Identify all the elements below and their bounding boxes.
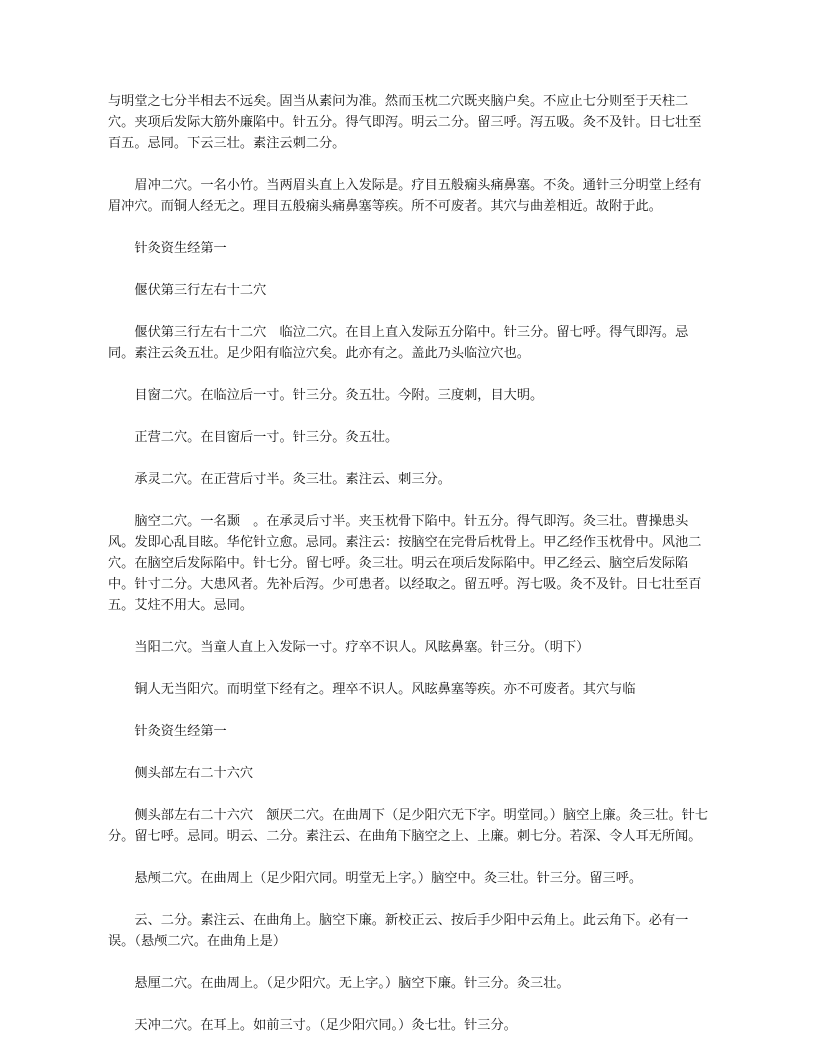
- paragraph: 偃伏第三行左右十二穴 临泣二穴。在目上直入发际五分陷中。针三分。留七呼。得气即泻。忌同。素注云灸五壮。足少阳有临泣穴矣。此亦有之。盖此乃头临泣穴也。: [108, 325, 689, 361]
- document-body: [108, 91, 712, 1057]
- section-heading: 侧头部左右二十六穴: [134, 766, 254, 781]
- paragraph: 铜人无当阳穴。而明堂下经有之。理卒不识人。风眩鼻塞等疾。亦不可废者。其穴与临: [134, 682, 636, 697]
- section-heading: 针灸资生经第一: [134, 724, 227, 739]
- paragraph: 目窗二穴。在临泣后一寸。针三分。灸五壮。今附。三度刺，目大明。: [134, 388, 544, 403]
- section-heading: 针灸资生经第一: [134, 241, 227, 256]
- paragraph: 悬颅二穴。在曲周上（足少阳穴同。明堂无上字。）脑空中。灸三壮。针三分。留三呼。: [134, 871, 643, 886]
- paragraph: 承灵二穴。在正营后寸半。灸三壮。素注云、刺三分。: [134, 472, 451, 487]
- section-heading: 偃伏第三行左右十二穴: [134, 283, 267, 298]
- paragraph: 与明堂之七分半相去不远矣。固当从素问为准。然而玉枕二穴既夹脑户矣。不应止七分则至于天柱二穴。夹项后发际大筋外廉陷中。针五分。得气即泻。明云二分。留三呼。泻五吸。灸不及针。日七壮至百五。忌同。下云三壮。素注云刺二分。: [108, 94, 702, 151]
- paragraph: 悬厘二穴。在曲周上。（足少阳穴。无上字。）脑空下廉。针三分。灸三壮。: [134, 976, 570, 991]
- paragraph: 天冲二穴。在耳上。如前三寸。（足少阳穴同。）灸七壮。针三分。: [134, 1018, 517, 1033]
- paragraph: 脑空二穴。一名颞 。在承灵后寸半。夹玉枕骨下陷中。针五分。得气即泻。灸三壮。曹操患头风。发即心乱目眩。华佗针立愈。忌同。素注云：按脑空在完骨后枕骨上。甲乙经作玉枕骨中。风池二穴。在脑空后发际陷中。针七分。留七呼。灸三壮。明云在项后发际陷中。甲乙经云、脑空后发际陷中。针寸二分。大患风者。先补后泻。少可患者。以经取之。留五呼。泻七吸。灸不及针。日七壮至百五。艾炷不用大。忌同。: [108, 514, 702, 613]
- paragraph: 侧头部左右二十六穴 颔厌二穴。在曲周下（足少阳穴无下字。明堂同。）脑空上廉。灸三壮。针七分。留七呼。忌同。明云、二分。素注云、在曲角下脑空之上、上廉。刺七分。若深、令人耳无所闻。: [108, 808, 709, 844]
- paragraph: 眉冲二穴。一名小竹。当两眉头直上入发际是。疗目五般痫头痛鼻塞。不灸。通针三分明堂上经有眉冲穴。而铜人经无之。理目五般痫头痛鼻塞等疾。所不可废者。其穴与曲差相近。故附于此。: [108, 178, 702, 214]
- paragraph: 当阳二穴。当童人直上入发际一寸。疗卒不识人。风眩鼻塞。针三分。（明下）: [134, 640, 590, 655]
- paragraph: 云、二分。素注云、在曲角上。脑空下廉。新校正云、按后手少阳中云角上。此云角下。必有一误。（悬颅二穴。在曲角上是）: [108, 913, 689, 949]
- paragraph: 正营二穴。在目窗后一寸。针三分。灸五壮。: [134, 430, 399, 445]
